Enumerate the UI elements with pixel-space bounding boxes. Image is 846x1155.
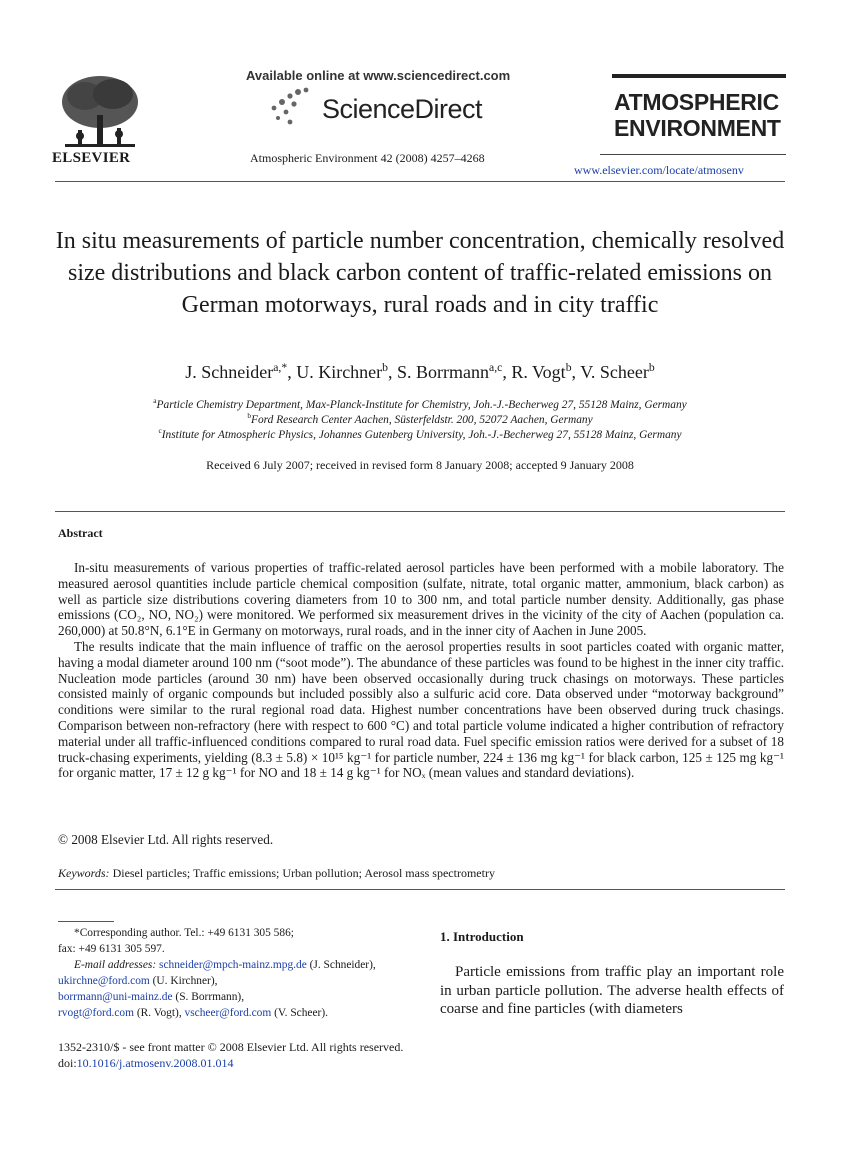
doi-link[interactable]: 10.1016/j.atmosenv.2008.01.014 — [76, 1056, 234, 1070]
email-line-1 — [58, 958, 376, 974]
email-link-scheer[interactable]: vscheer@ford.com — [184, 1007, 272, 1019]
email-line-2 — [58, 974, 217, 990]
email-link-kirchner[interactable]: ukirchne@ford.com — [58, 975, 150, 987]
email-link-schneider[interactable]: schneider@mpch-mainz.mpg.de — [159, 959, 307, 971]
journal-bottom-rule — [600, 154, 786, 155]
abstract-top-divider — [55, 511, 785, 512]
fax-note: fax: +49 6131 305 597. — [58, 943, 165, 955]
sciencedirect-wordmark: ScienceDirect — [322, 94, 483, 124]
affiliation-a: $^a$Particle Chemistry Department, Max-Planck-Institute for Chemistry, Joh.-J.-Becherweg 27, 55128 Mainz, Germany — [153, 396, 687, 411]
author-affiliation-mark: a,* — [273, 361, 288, 374]
journal-name-line1: ATMOSPHERIC — [614, 89, 779, 115]
email-owner: (J. Schneider), — [306, 959, 376, 971]
keywords-label: Keywords: — [58, 866, 110, 880]
email-label: E-mail addresses: — [74, 959, 157, 971]
author-affiliation-mark: b — [565, 361, 572, 374]
issn-line: 1352-2310/$ - see front matter © 2008 Elsevier Ltd. All rights reserved. — [58, 1040, 404, 1054]
author-name: J. Schneider — [185, 362, 274, 382]
abstract-paragraph-1: In-situ measurements of various properties of traffic-related aerosol particles have been performed with a mobile laboratory. The measured aerosol quantities include particle chemical composition (sulfate, nitrate, total organic matter, ammonium, black carbon) as well as particle size distributions covering diameters from 10 to 300 nm, and total particle number density. Additionally, gas phase emissions (CO₂, NO, NO₂) were monitored. We performed six measurement drives in the vicinity of the city of Aachen (population ca. 260,000) at 50.8°N, 6.1°E in Germany on motorways, rural roads, and in the inner city of Aachen in June 2005. — [58, 560, 784, 639]
email-owner: (V. Scheer). — [271, 1007, 328, 1019]
header-divider — [55, 181, 785, 182]
email-link-vogt[interactable]: rvogt@ford.com — [58, 1007, 134, 1019]
author-affiliation-mark: a,c — [489, 361, 503, 374]
available-online-text: Available online at www.sciencedirect.com — [246, 68, 511, 83]
introduction-heading: 1. Introduction — [440, 929, 524, 944]
footnote-rule — [58, 921, 114, 922]
publisher-name: ELSEVIER — [52, 150, 131, 166]
journal-url-link[interactable]: www.elsevier.com/locate/atmosenv — [574, 163, 744, 177]
email-line-3 — [58, 990, 244, 1006]
journal-reference: Atmospheric Environment 42 (2008) 4257–4268 — [250, 151, 485, 165]
keywords-line — [58, 866, 495, 881]
keywords-bottom-divider — [55, 889, 785, 890]
email-line-4 — [58, 1006, 328, 1022]
journal-name-line2: ENVIRONMENT — [614, 115, 781, 141]
received-dates: Received 6 July 2007; received in revised form 8 January 2008; accepted 9 January 2008 — [206, 458, 634, 472]
abstract-paragraph-2: The results indicate that the main influence of traffic on the aerosol properties results in soot particles coated with organic matter, having a modal diameter around 100 nm (“soot mode”). The abundance of these particles was found to be highest in the inner city traffic. Nucleation mode particles (around 30 nm) have been observed occasionally during truck chasings on motorways. These particles consisted mainly of organic compounds but included possibly also a sulfuric acid core. Data observed under “motorway background” conditions were similar to the rural regional road data. Highest number concentrations have been observed during truck chasings. Comparison between non-refractory (here with respect to 600 °C) and total particle volume indicated a higher contribution of refractory material under all traffic-influenced conditions compared to rural road data. Fuel specific emission ratios were derived for a subset of 18 truck-chasing experiments, yielding (8.3 ± 5.8) × 10¹⁵ kg⁻¹ for particle number, 224 ± 136 mg kg⁻¹ for black carbon, 125 ± 125 mg kg⁻¹ for organic matter, 17 ± 12 g kg⁻¹ for NO and 18 ± 14 g kg⁻¹ for NOₓ (mean values and standard deviations). — [58, 638, 784, 781]
email-owner: (R. Vogt), — [133, 1007, 185, 1019]
author-list: J. Schneider$^{a,*}$, U. Kirchner$^b$, S. Borrmann$^{a,c}$, R. Vogt$^b$, V. Scheer$^b$ — [185, 361, 655, 382]
email-owner: (U. Kirchner), — [149, 975, 218, 987]
doi-line — [58, 1056, 234, 1071]
author-name: S. Borrmann — [397, 362, 490, 382]
author-name: R. Vogt — [511, 362, 566, 382]
affiliation-c: $^c$Institute for Atmospheric Physics, Johannes Gutenberg University, Joh.-J.-Becherweg 27, 55128 Mainz, Germany — [158, 426, 682, 441]
affiliation-b: $^b$Ford Research Center Aachen, Süsterfeldstr. 200, 52072 Aachen, Germany — [247, 411, 593, 426]
author-affiliation-mark: b — [648, 361, 655, 374]
corresponding-author-note: *Corresponding author. Tel.: +49 6131 305 586; — [74, 927, 294, 939]
abstract-copyright: © 2008 Elsevier Ltd. All rights reserved. — [58, 832, 274, 847]
introduction-body — [440, 963, 784, 1019]
email-link-borrmann[interactable]: borrmann@uni-mainz.de — [58, 991, 173, 1003]
journal-top-rule — [612, 74, 786, 78]
abstract-heading: Abstract — [58, 526, 103, 540]
abstract-body — [58, 560, 784, 781]
author-name: V. Scheer — [580, 362, 649, 382]
sciencedirect-dots-icon — [268, 84, 314, 130]
keywords-text: Diesel particles; Traffic emissions; Urban pollution; Aerosol mass spectrometry — [109, 866, 495, 880]
article-title: In situ measurements of particle number concentration, chemically resolved size distributions and black carbon content of traffic-related emissions on German motorways, rural roads and in city traffic — [55, 228, 785, 318]
email-owner: (S. Borrmann), — [172, 991, 245, 1003]
author-affiliation-mark: b — [382, 361, 389, 374]
introduction-paragraph: Particle emissions from traffic play an important role in urban particle pollution. The adverse health effects of coarse and fine particles (with diameters — [440, 964, 784, 1018]
doi-label: doi: — [58, 1056, 77, 1070]
author-name: U. Kirchner — [296, 362, 383, 382]
